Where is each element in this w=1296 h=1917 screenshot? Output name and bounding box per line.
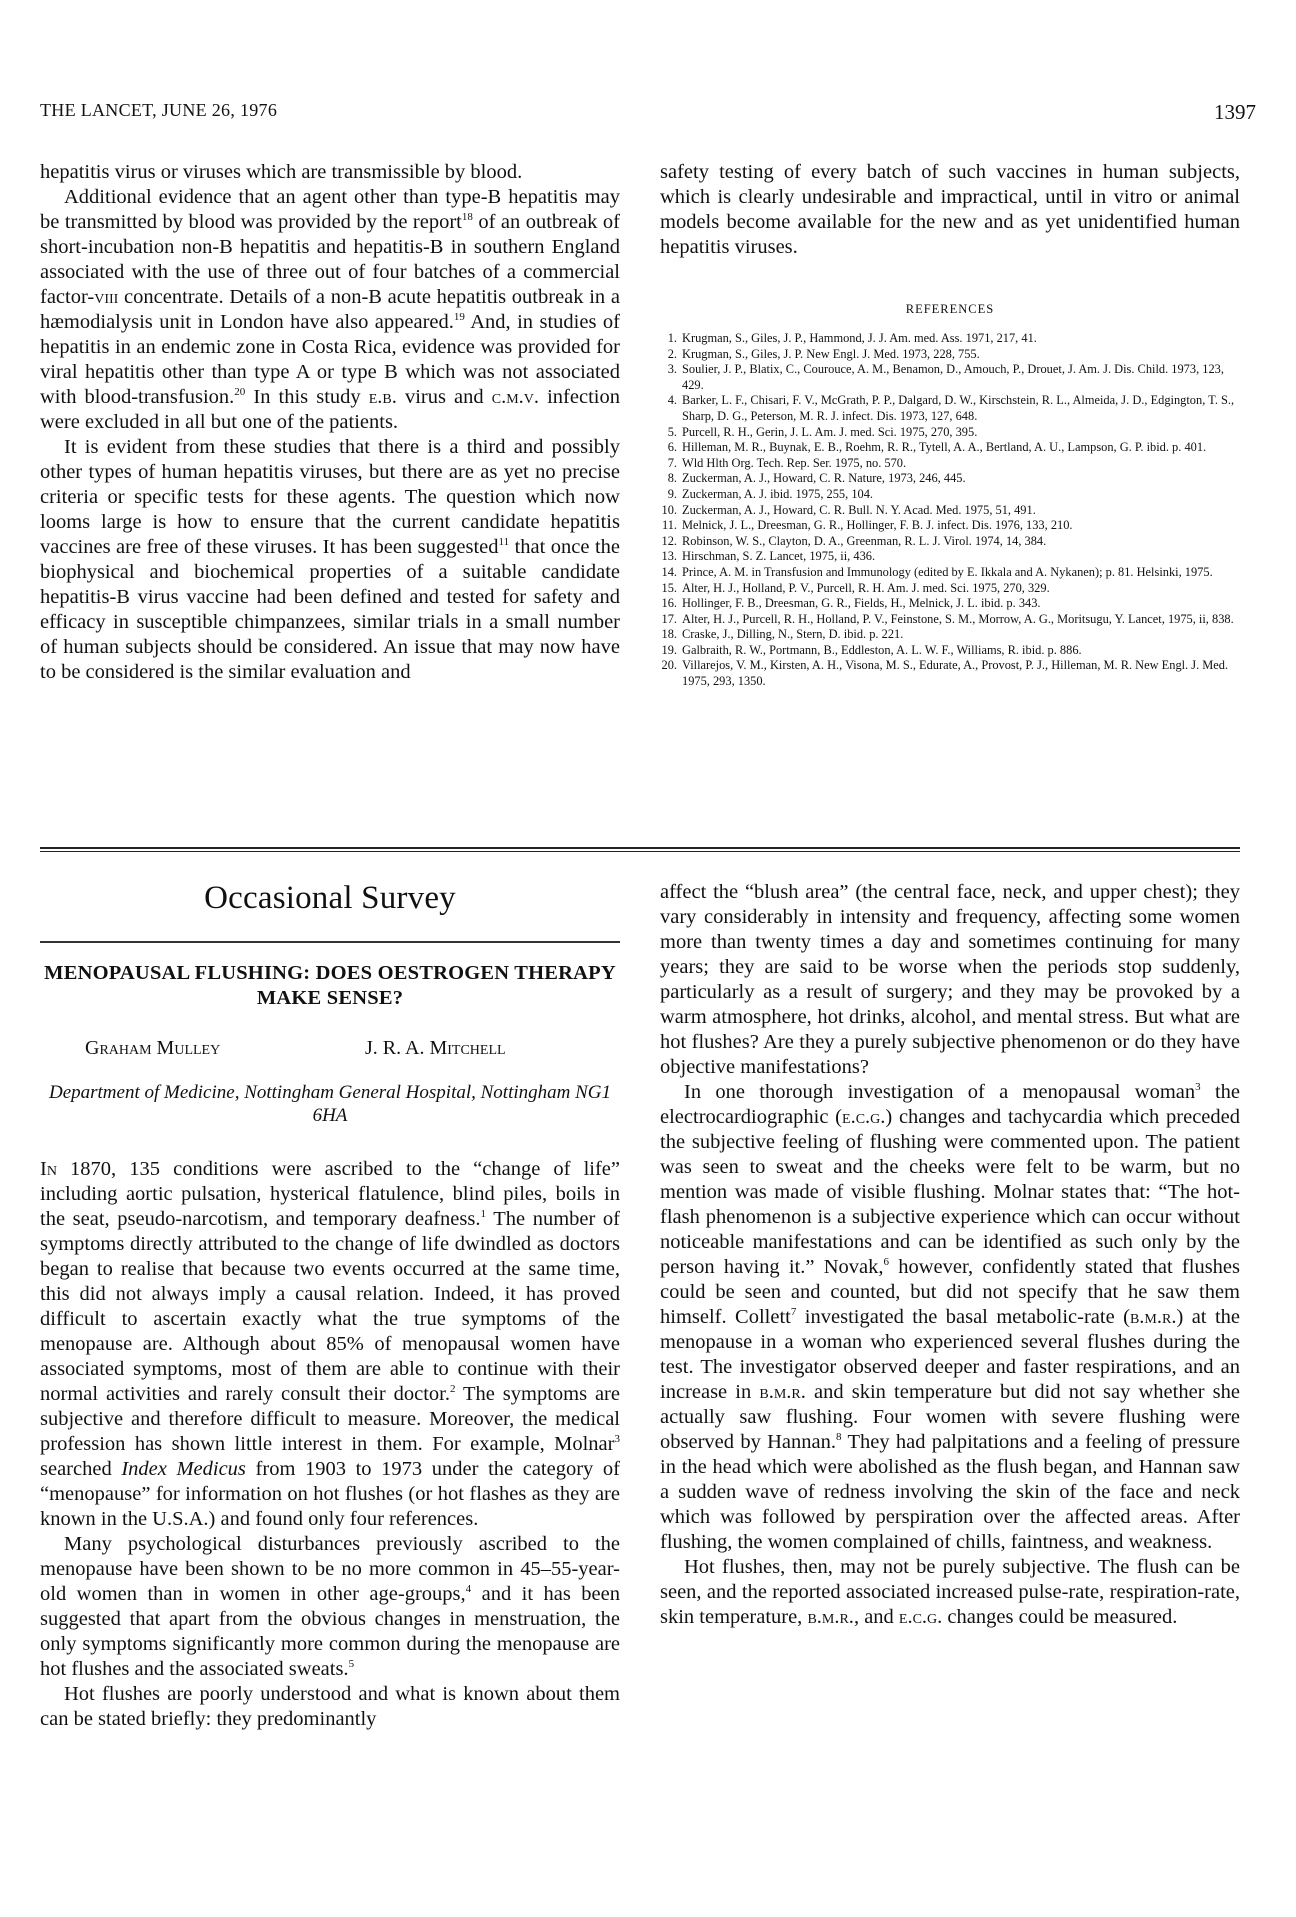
reference-number: 11. xyxy=(661,518,677,533)
paragraph: Additional evidence that an agent other than type-B hepatitis may be transmitted by blood was provided by the report$^{18}$ of an outbreak of short-incubation non-B hepatitis and hepatitis-B in southern England associated with the use of three out of four batches of a commercial factor-viii concentrate. Details of a non-B acute hepatitis outbreak in a hæmodialysis unit in London have also appeared.$^{19}$ And, in studies of hepatitis in an endemic zone in Costa Rica, evidence was provided for viral hepatitis other than type A or type B which was not associated with blood-transfusion.$^{20}$ In this study e.b. virus and c.m.v. infection were excluded in all but one of the patients. xyxy=(40,186,620,433)
reference-item xyxy=(660,347,1240,363)
paragraph: In 1870, 135 conditions were ascribed to the “change of life” including aortic pulsation, hysterical flatulence, blind piles, boils in the seat, pseudo-narcotism, and temporary deafness.$^1$ The number of symptoms directly attributed to the change of life dwindled as doctors began to realise that because two events occurred at the same time, this did not always imply a causal relation. Indeed, it has proved difficult to ascertain exactly what the true symptoms of the menopause are. Although about 85% of menopausal women have associated symptoms, most of them are able to continue with their normal activities and rarely consult their doctor.$^2$ The symptoms are subjective and therefore difficult to measure. Moreover, the medical profession has shown little interest in them. For example, Molnar$^3$ searched Index Medicus from 1903 to 1973 under the category of “menopause” for information on hot flushes (or hot flashes as they are known in the U.S.A.) and found only four references. xyxy=(40,1158,620,1530)
reference-text: Soulier, J. P., Blatix, C., Courouce, A. M., Benamon, D., Amouch, P., Drouet, J. Am. J. Dis. Child. 1973, 123, 429. xyxy=(682,362,1224,392)
reference-text: Purcell, R. H., Gerin, J. L. Am. J. med. Sci. 1975, 270, 395. xyxy=(682,424,978,439)
reference-text: Prince, A. M. in Transfusion and Immunology (edited by E. Ikkala and A. Nykanen); p. 81. Helsinki, 1975. xyxy=(682,564,1213,579)
reference-item xyxy=(660,627,1240,643)
reference-item xyxy=(660,331,1240,347)
reference-number: 3. xyxy=(667,362,677,377)
reference-number: 17. xyxy=(661,611,677,626)
reference-number: 16. xyxy=(661,596,677,611)
section-title: Occasional Survey xyxy=(204,880,456,916)
author-name: Graham Mulley xyxy=(85,1037,221,1059)
reference-item xyxy=(660,487,1240,503)
reference-text: Zuckerman, A. J. ibid. 1975, 255, 104. xyxy=(682,486,874,501)
reference-number: 4. xyxy=(667,393,677,408)
reference-number: 7. xyxy=(667,455,677,470)
reference-text: Barker, L. F., Chisari, F. V., McGrath, P. P., Dalgard, D. W., Kirschstein, R. L., Almeida, J. D., Edgington, T. S., Sharp, D. G., Peterson, M. R. J. infect. Dis. 1973, 127, 648. xyxy=(682,393,1235,423)
reference-number: 20. xyxy=(661,658,677,673)
paragraph: Hot flushes are poorly understood and what is known about them can be stated briefly: they predominantly xyxy=(40,1683,620,1730)
page-number: 1397 xyxy=(1214,100,1256,124)
reference-item xyxy=(660,534,1240,550)
section-divider xyxy=(40,847,1240,849)
paragraph: safety testing of every batch of such vaccines in human subjects, which is clearly undesirable and impractical, until in vitro or animal models become available for the new and as yet unidentified human hepatitis viruses. xyxy=(660,161,1240,258)
reference-text: Zuckerman, A. J., Howard, C. R. Bull. N. Y. Acad. Med. 1975, 51, 491. xyxy=(682,502,1036,517)
reference-text: Krugman, S., Giles, J. P. New Engl. J. Med. 1973, 228, 755. xyxy=(682,346,980,361)
reference-text: Villarejos, V. M., Kirsten, A. H., Visona, M. S., Edurate, A., Provost, P. J., Hilleman, M. R. New Engl. J. Med. 1975, 293, 1350. xyxy=(682,658,1229,689)
paragraph: hepatitis virus or viruses which are transmissible by blood. xyxy=(40,161,523,183)
reference-number: 8. xyxy=(667,471,677,486)
paragraph: Hot flushes, then, may not be purely subjective. The flush can be seen, and the reported associated increased pulse-rate, respiration-rate, skin temperature, b.m.r., and e.c.g. changes could be measured. xyxy=(660,1556,1240,1628)
journal-issue: THE LANCET, JUNE 26, 1976 xyxy=(40,100,278,120)
top-left-column xyxy=(40,160,620,685)
reference-text: Wld Hlth Org. Tech. Rep. Ser. 1975, no. 570. xyxy=(682,455,907,470)
paragraph: It is evident from these studies that there is a third and possibly other types of human hepatitis viruses, but there are as yet no precise criteria or specific tests for these agents. The question which now looms large is how to ensure that the current candidate hepatitis vaccines are free of these viruses. It has been suggested$^{11}$ that once the biophysical and biochemical properties of a suitable candidate hepatitis-B virus vaccine had been defined and tested for safety and efficacy in susceptible chimpanzees, similar trials in a small number of human subjects should be considered. An issue that may now have to be considered is the similar evaluation and xyxy=(40,436,620,683)
title-rule xyxy=(40,941,620,943)
reference-text: Hilleman, M. R., Buynak, E. B., Roehm, R. R., Tytell, A. A., Bertland, A. U., Lampson, G. P. ibid. p. 401. xyxy=(682,440,1207,455)
top-right-column xyxy=(660,160,1240,690)
reference-text: Robinson, W. S., Clayton, D. A., Greenman, R. L. J. Virol. 1974, 14, 384. xyxy=(682,533,1047,548)
paragraph: affect the “blush area” (the central face, neck, and upper chest); they vary considerably in intensity and frequency, affecting some women more than twenty times a day and sometimes continuing for many years; they are said to be worse when the periods stop suddenly, particularly as a result of surgery; and they may be provoked by a warm atmosphere, hot drinks, alcohol, and mental stress. But what are hot flushes? Are they a purely subjective phenomenon or do they have objective manifestations? xyxy=(660,881,1240,1078)
reference-number: 1. xyxy=(667,331,677,345)
reference-number: 14. xyxy=(661,564,677,579)
reference-item xyxy=(660,471,1240,487)
article-right-column xyxy=(660,880,1240,1630)
reference-list xyxy=(660,331,1240,690)
reference-number: 9. xyxy=(667,486,677,501)
reference-number: 18. xyxy=(661,627,677,642)
reference-text: Hirschman, S. Z. Lancet, 1975, ii, 436. xyxy=(682,549,876,564)
reference-number: 5. xyxy=(667,424,677,439)
article-left-column xyxy=(40,880,620,1732)
reference-number: 13. xyxy=(661,549,677,564)
reference-item xyxy=(660,440,1240,456)
author-line xyxy=(40,1037,620,1067)
reference-text: Krugman, S., Giles, J. P., Hammond, J. J. Am. med. Ass. 1971, 217, 41. xyxy=(682,331,1037,345)
reference-item xyxy=(660,362,1240,393)
reference-text: Galbraith, R. W., Portmann, B., Eddleston, A. L. W. F., Williams, R. ibid. p. 886. xyxy=(682,642,1082,657)
reference-item xyxy=(660,503,1240,519)
paragraph: Many psychological disturbances previously ascribed to the menopause have been shown to be no more common in 45–55-year-old women than in women in other age-groups,$^4$ and it has been suggested that apart from the obvious changes in menstruation, the only symptoms significantly more common during the menopause are hot flushes and the associated sweats.$^5$ xyxy=(40,1533,621,1680)
reference-item xyxy=(660,581,1240,597)
reference-number: 6. xyxy=(667,440,677,455)
reference-item xyxy=(660,658,1240,689)
paragraph: In one thorough investigation of a menopausal woman$^3$ the electrocardiographic (e.c.g.) changes and tachycardia which preceded the subjective feeling of flushing were commented upon. The patient was seen to sweat and the cheeks were felt to be warm, but no mention was made of visible flushing. Molnar states that: “The hot-flash phenomenon is a subjective experience which can occur without noticeable manifestations and can be identified as such only by the person having it.” Novak,$^6$ however, confidently stated that flushes could be seen and counted, but did not specify that he saw them himself. Collett$^7$ investigated the basal metabolic-rate (b.m.r.) at the menopause in a woman who experienced several flushes during the test. The investigator observed deeper and faster respirations, and an increase in b.m.r. and skin temperature but did not say whether she actually saw flushing. Four women with severe flushing were observed by Hannan.$^8$ They had palpitations and a feeling of pressure in the head which were abolished as the flush began, and Hannan saw a sudden wave of redness involving the skin of the face and neck which was followed by perspiration over the affected areas. After flushing, the women complained of chills, faintness, and weakness. xyxy=(660,1081,1241,1553)
reference-item xyxy=(660,643,1240,659)
running-head xyxy=(40,100,1256,130)
reference-item xyxy=(660,565,1240,581)
reference-text: Craske, J., Dilling, N., Stern, D. ibid. p. 221. xyxy=(682,627,904,642)
reference-item xyxy=(660,596,1240,612)
reference-item xyxy=(660,425,1240,441)
reference-number: 10. xyxy=(661,502,677,517)
affiliation: Department of Medicine, Nottingham General Hospital, Nottingham NG1 6HA xyxy=(48,1082,612,1126)
references-heading: REFERENCES xyxy=(905,302,995,316)
reference-text: Alter, H. J., Purcell, R. H., Holland, P. V., Feinstone, S. M., Morrow, A. G., Moritsugu, Y. Lancet, 1975, ii, 838. xyxy=(682,611,1234,626)
reference-text: Alter, H. J., Holland, P. V., Purcell, R. H. Am. J. med. Sci. 1975, 270, 329. xyxy=(682,580,1050,595)
reference-number: 19. xyxy=(661,642,677,657)
reference-text: Zuckerman, A. J., Howard, C. R. Nature, 1973, 246, 445. xyxy=(682,471,966,486)
reference-text: Hollinger, F. B., Dreesman, G. R., Fields, H., Melnick, J. L. ibid. p. 343. xyxy=(682,596,1041,611)
reference-number: 15. xyxy=(661,580,677,595)
reference-item xyxy=(660,612,1240,628)
reference-number: 2. xyxy=(667,346,677,361)
author-name: J. R. A. Mitchell xyxy=(365,1037,506,1059)
reference-item xyxy=(660,518,1240,534)
reference-text: Melnick, J. L., Dreesman, G. R., Hollinger, F. B. J. infect. Dis. 1976, 133, 210. xyxy=(682,518,1073,533)
reference-number: 12. xyxy=(661,533,677,548)
reference-item xyxy=(660,393,1240,424)
reference-item xyxy=(660,549,1240,565)
article-title: MENOPAUSAL FLUSHING: DOES OESTROGEN THERAPY MAKE SENSE? xyxy=(44,962,616,1009)
section-divider xyxy=(40,851,1240,852)
reference-item xyxy=(660,456,1240,472)
